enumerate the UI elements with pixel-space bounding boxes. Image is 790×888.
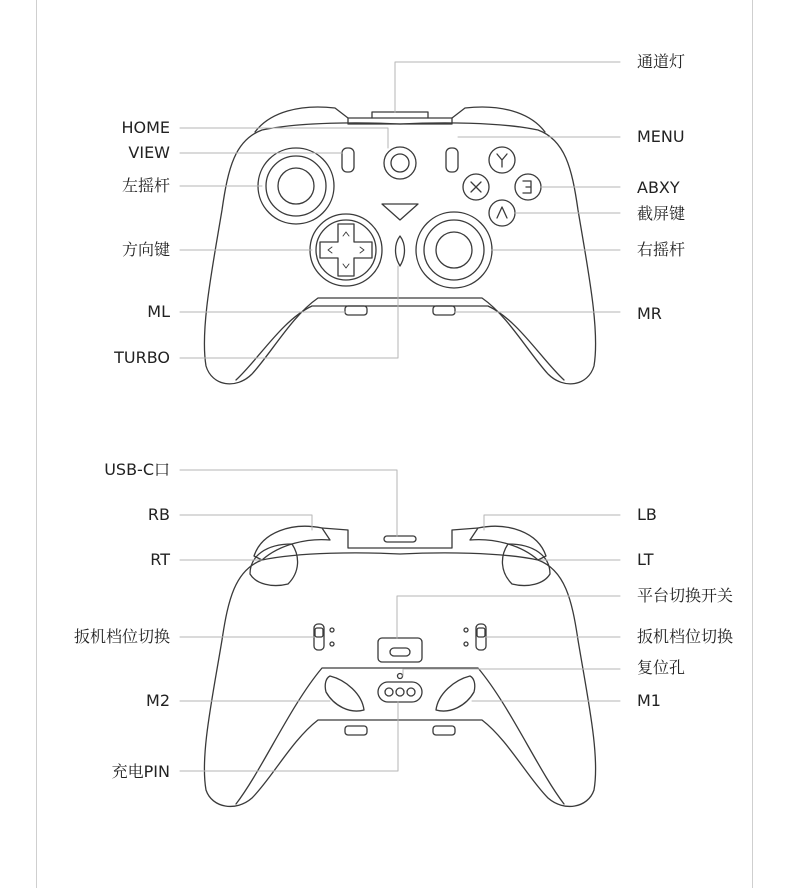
back-leader-lines [180, 470, 620, 771]
back-top-edge [322, 528, 478, 548]
m1-paddle [436, 676, 475, 711]
left-trigger-switch-knob [315, 628, 323, 637]
mr-button [433, 306, 455, 315]
right-stick-outer [416, 212, 492, 288]
controller-back-view [204, 526, 595, 806]
label-right-stick: 右摇杆 [637, 240, 686, 259]
label-platform-switch: 平台切换开关 [637, 586, 734, 605]
home-button-inner [391, 154, 409, 172]
label-lt: LT [637, 550, 654, 569]
channel-light-bar [372, 112, 428, 118]
right-stick-cap [436, 232, 472, 268]
label-left-stick: 左摇杆 [121, 176, 170, 195]
reset-hole [398, 674, 403, 679]
back-body-outline [204, 553, 595, 807]
label-rt: RT [150, 550, 170, 569]
label-turbo: TURBO [114, 348, 170, 367]
y-glyph [497, 154, 507, 167]
label-lb: LB [637, 505, 657, 524]
dpad-outer [310, 214, 382, 286]
controller-front-view [204, 107, 595, 384]
m2-paddle [325, 676, 364, 711]
charging-pin-2 [396, 688, 404, 696]
turbo-button [396, 236, 405, 266]
right-trigger-switch-dots [464, 628, 468, 632]
left-stick-outer [258, 148, 334, 224]
label-menu: MENU [637, 127, 685, 146]
label-screenshot-key: 截屏键 [637, 204, 686, 223]
back-ml-nub [345, 726, 367, 735]
label-mr: MR [637, 304, 662, 323]
label-abxy: ABXY [637, 178, 680, 197]
charging-pin-1 [385, 688, 393, 696]
a-glyph [497, 207, 507, 218]
front-body-outline [204, 123, 595, 384]
label-trigger-stop-left: 扳机档位切换 [73, 627, 170, 646]
home-button [384, 147, 416, 179]
screenshot-key [382, 204, 418, 220]
label-charging-pin: 充电PIN [111, 762, 170, 781]
a-button [489, 200, 515, 226]
right-trigger-switch-dot-2 [464, 642, 468, 646]
dpad-arrows [328, 232, 364, 268]
label-dpad: 方向键 [121, 240, 170, 259]
platform-switch-slider [390, 648, 410, 656]
label-m1: M1 [637, 691, 661, 710]
label-trigger-stop-right: 扳机档位切换 [637, 627, 734, 646]
platform-switch [378, 638, 422, 662]
left-stick-ring [266, 156, 326, 216]
front-grip-inner [236, 306, 564, 380]
label-usb-c: USB-C口 [104, 460, 170, 479]
dpad-ring [316, 220, 376, 280]
b-glyph [523, 181, 531, 193]
usb-c-port [384, 536, 416, 542]
label-rb: RB [147, 505, 170, 524]
menu-button [446, 148, 458, 172]
left-trigger-switch-dots [330, 628, 334, 632]
label-home: HOME [121, 118, 170, 137]
ml-button [345, 306, 367, 315]
label-ml: ML [147, 302, 170, 321]
view-button [342, 148, 354, 172]
right-trigger-switch-knob [477, 628, 485, 637]
back-mr-nub [433, 726, 455, 735]
front-leader-lines [180, 62, 620, 358]
label-reset-hole: 复位孔 [637, 658, 686, 677]
left-stick-cap [278, 168, 314, 204]
charging-pin-3 [407, 688, 415, 696]
x-glyph [471, 182, 481, 192]
right-stick-ring [424, 220, 484, 280]
label-view: VIEW [128, 143, 170, 162]
label-channel-light: 通道灯 [637, 52, 686, 71]
left-trigger-switch-dot-2 [330, 642, 334, 646]
label-m2: M2 [146, 691, 170, 710]
